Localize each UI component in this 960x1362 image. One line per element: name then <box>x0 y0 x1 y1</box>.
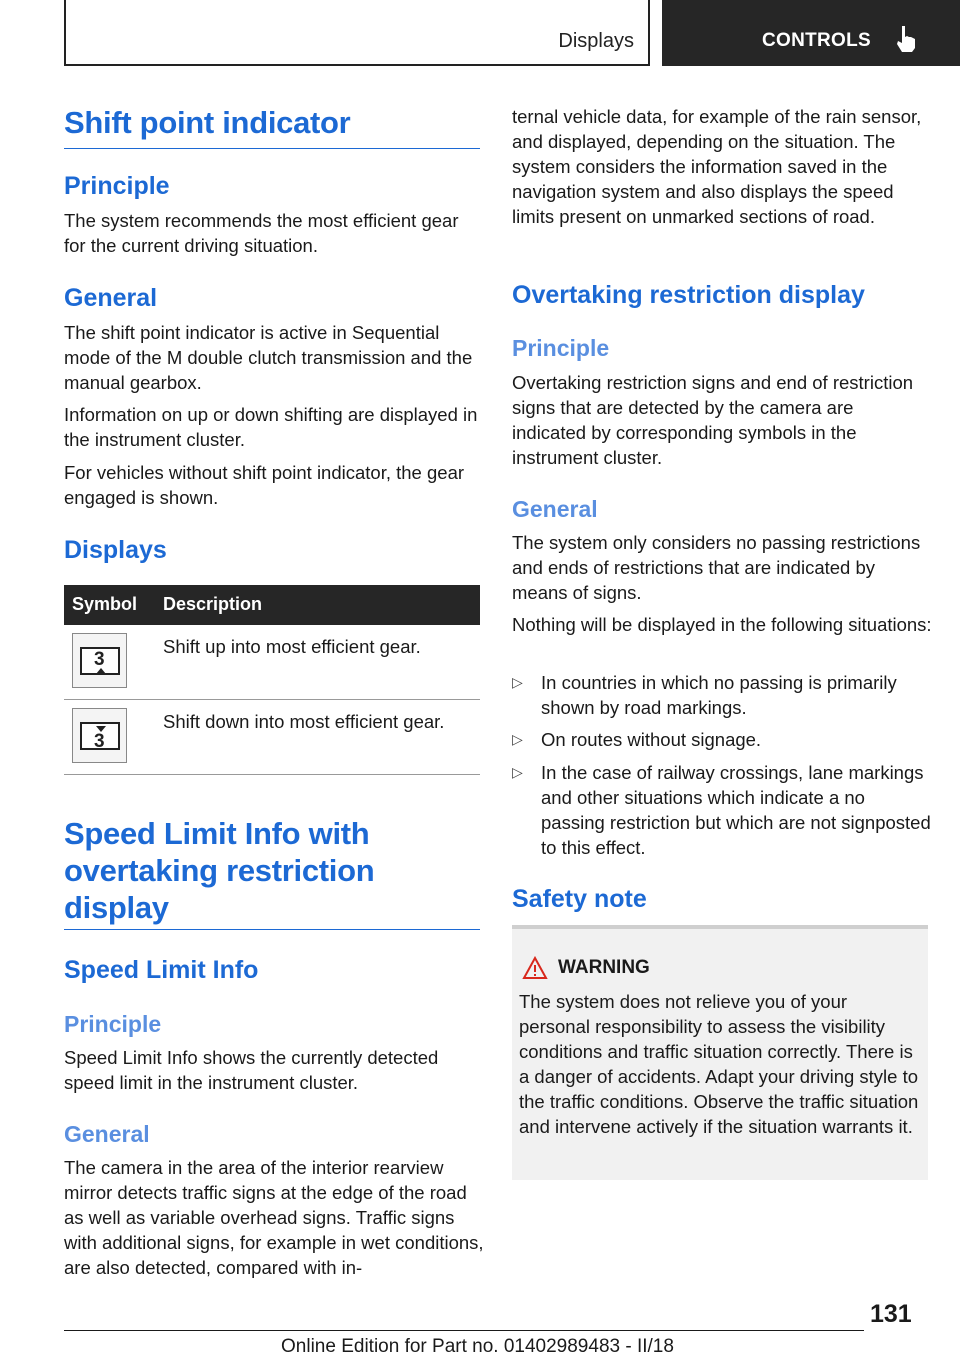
table-header-symbol: Symbol <box>72 594 138 614</box>
section-title-speed-limit-line3: display <box>64 890 169 925</box>
table-header <box>64 585 480 625</box>
section-title-speed-limit-line1: Speed Limit Info with <box>64 816 370 851</box>
header-section-label: Displays <box>558 30 634 52</box>
heading-displays: Displays <box>64 536 167 564</box>
section-title-shift-point: Shift point indicator <box>64 105 351 140</box>
general-text-1: The shift point indicator is active in Sequential mode of the M double clutch transmission and the manual gearbox. <box>64 322 473 393</box>
shift-down-icon <box>72 708 127 763</box>
general-text-2: Information on up or down shifting are displayed in the instrument cluster. <box>64 404 478 450</box>
heading-sli-general: General <box>64 1121 150 1147</box>
title-rule <box>64 929 480 930</box>
heading-sli-principle: Principle <box>64 1011 162 1037</box>
table-cell-description: Shift down into most efficient gear. <box>163 711 445 732</box>
shift-up-icon <box>72 633 127 688</box>
footer-edition: Online Edition for Part no. 01402989483 - II/18 <box>281 1336 674 1357</box>
table-cell-description: Shift up into most efficient gear. <box>163 636 421 657</box>
continued-text: ternal vehicle data, for example of the rain sensor, and displayed, depending on the situation. The system considers the information saved in the navigation system and also displays the speed limits present on unmarked sections of road. <box>512 106 922 227</box>
principle-text: Overtaking restriction signs and end of restriction signs that are detected by the camera are indicated by corresponding symbols in the instrument cluster. <box>512 372 914 468</box>
hand-pointer-icon <box>894 24 918 54</box>
heading-general: General <box>512 496 598 522</box>
heading-overtaking-restriction: Overtaking restriction display <box>512 281 865 309</box>
heading-general: General <box>64 284 158 312</box>
heading-principle: Principle <box>64 172 170 200</box>
general-text-2: Nothing will be displayed in the following situations: <box>512 614 932 635</box>
general-text-1: The system only considers no passing restrictions and ends of restrictions that are indicated by means of signs. <box>512 532 921 603</box>
table-header-description: Description <box>163 594 263 614</box>
list-bullet-icon: ▷ <box>512 764 523 780</box>
footer-rule <box>64 1330 864 1331</box>
header-chapter-tab <box>662 0 960 66</box>
heading-principle: Principle <box>512 335 610 361</box>
list-bullet-icon: ▷ <box>512 674 523 690</box>
title-rule <box>64 148 480 149</box>
header-section-tab <box>64 0 650 66</box>
header-chapter-label: CONTROLS <box>762 30 872 51</box>
warning-triangle-icon <box>522 956 548 980</box>
sli-general-text: The camera in the area of the interior rearview mirror detects traffic signs at the edge of the road as well as variable overhead signs. Traffic signs with additional signs, for example in wet conditions, are also detected, compared with in- <box>64 1157 484 1278</box>
general-text-3: For vehicles without shift point indicator, the gear engaged is shown. <box>64 462 465 508</box>
table-row-divider <box>64 699 480 700</box>
list-bullet-icon: ▷ <box>512 731 523 747</box>
gear-digit: 3 <box>94 731 105 752</box>
principle-text: The system recommends the most efficient gear for the current driving situation. <box>64 210 459 256</box>
section-title-speed-limit-line2: overtaking restriction <box>64 853 375 888</box>
heading-safety-note: Safety note <box>512 885 647 913</box>
warning-box <box>512 925 928 1180</box>
table-bottom-rule <box>64 774 480 775</box>
heading-speed-limit-info: Speed Limit Info <box>64 956 259 984</box>
warning-title: WARNING <box>558 957 650 978</box>
sli-principle-text: Speed Limit Info shows the currently detected speed limit in the instrument cluster. <box>64 1047 439 1093</box>
warning-text: The system does not relieve you of your personal responsibility to assess the visibility conditions and traffic situation correctly. There is a danger of accidents. Adapt your driving style to the traffic conditions. Observe the traffic situation and intervene actively if the situation warrants it. <box>519 991 919 1137</box>
gear-digit: 3 <box>94 649 105 670</box>
page-number: 131 <box>870 1300 912 1328</box>
